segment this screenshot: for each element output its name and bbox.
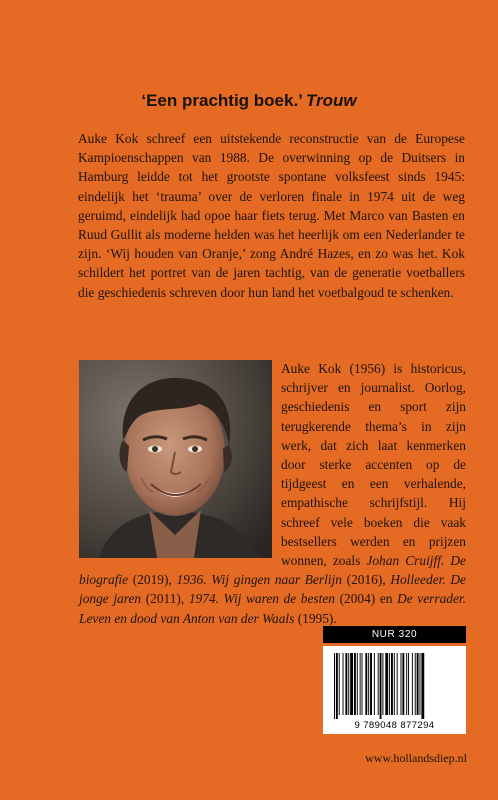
bio-year: (2004) en [334, 591, 398, 607]
bio-year: (2011), [141, 591, 189, 607]
barcode-bar [406, 653, 407, 715]
isbn-barcode [323, 646, 466, 734]
bio-year: (1995). [294, 610, 337, 626]
barcode-bar [394, 653, 395, 715]
barcode-bar [391, 653, 393, 715]
barcode-bar [402, 653, 404, 715]
barcode-bar [397, 653, 398, 715]
barcode-bar [415, 653, 416, 715]
bio-year: (2016), [341, 572, 391, 588]
barcode-bar [401, 653, 402, 715]
barcode-bar [370, 653, 372, 715]
bio-intro: Auke Kok (1956) is historicus, schrijver en journalist. Oorlog, geschiedenis en sport zijn terugkerende thema’s in zijn werk, dat zich laat kenmerken door sterke accenten op de tijdgeest en een verhalende, empathische schrijfstijl. Hij schreef vele boeken die vaak bestsellers werden en prijzen wonnen, zoals [281, 361, 466, 569]
barcode-bar [412, 653, 413, 715]
barcode-bar [339, 653, 340, 715]
isbn-digits: 9 789048 877294 [354, 720, 435, 731]
barcode-bar [389, 653, 390, 715]
barcode-bar [336, 653, 338, 719]
barcode-bar [360, 653, 361, 715]
quote-source: Trouw [305, 91, 357, 110]
barcode-bar [408, 653, 409, 715]
barcode-bar [385, 653, 388, 715]
author-portrait-image [79, 360, 272, 558]
barcode-bar [354, 653, 356, 715]
barcode-bar [362, 653, 363, 715]
bio-book-title: 1974. Wij waren de besten [188, 591, 335, 607]
barcode-bar [420, 653, 421, 715]
barcode-bar [380, 653, 382, 719]
barcode-bar [334, 653, 335, 719]
barcode-bar [365, 653, 367, 715]
barcode-bar [343, 653, 344, 715]
quote-text: ‘Een prachtig boek.’ [141, 91, 303, 110]
barcode-bar [374, 653, 375, 715]
nur-code-label: NUR 320 [323, 626, 466, 643]
barcode-bar [350, 653, 353, 715]
review-quote [0, 91, 498, 111]
bio-book-title: Johan Cruijff. De biografie [79, 553, 466, 588]
barcode-bar [368, 653, 369, 715]
publisher-website: www.hollandsdiep.nl [365, 751, 467, 765]
bio-book-title: De verrader. Leven en dood van Anton van der Waals [79, 591, 466, 626]
book-blurb: Auke Kok schreef een uitstekende reconstructie van de Europese Kampioenschappen van 1988. De overwinning op de Duitsers in Hamburg leidde tot het grootste spontane volksfeest sinds 1945: eindelijk het ‘trauma’ over de verloren finale in 1974 uit de weg geruimd, eindelijk had opoe haar fiets terug. Met Marco van Basten en Ruud Gullit als moderne helden was het heerlijk om een Nederlander te zijn. ‘Wij houden van Oranje,’ zong André Hazes, en zo was het. Kok schildert het portret van de jaren tachtig, van de generatie voetballers die geschiedenis schreven door hun land het voetbalgoud te schenken. [78, 131, 465, 300]
barcode-bar [357, 653, 358, 715]
barcode-bar [348, 653, 349, 715]
barcode-bar [417, 653, 419, 715]
barcode-bar [421, 653, 424, 719]
barcode-bar [382, 653, 383, 715]
bio-year: (2019), [128, 572, 177, 588]
author-photo [79, 360, 272, 558]
bio-book-title: 1936. Wij gingen naar Berlijn [176, 572, 342, 588]
barcode-bar [378, 653, 379, 715]
barcode-bar [345, 653, 347, 715]
bio-book-title: Holleeder. De jonge jaren [79, 572, 466, 607]
barcode-bars [332, 653, 457, 719]
